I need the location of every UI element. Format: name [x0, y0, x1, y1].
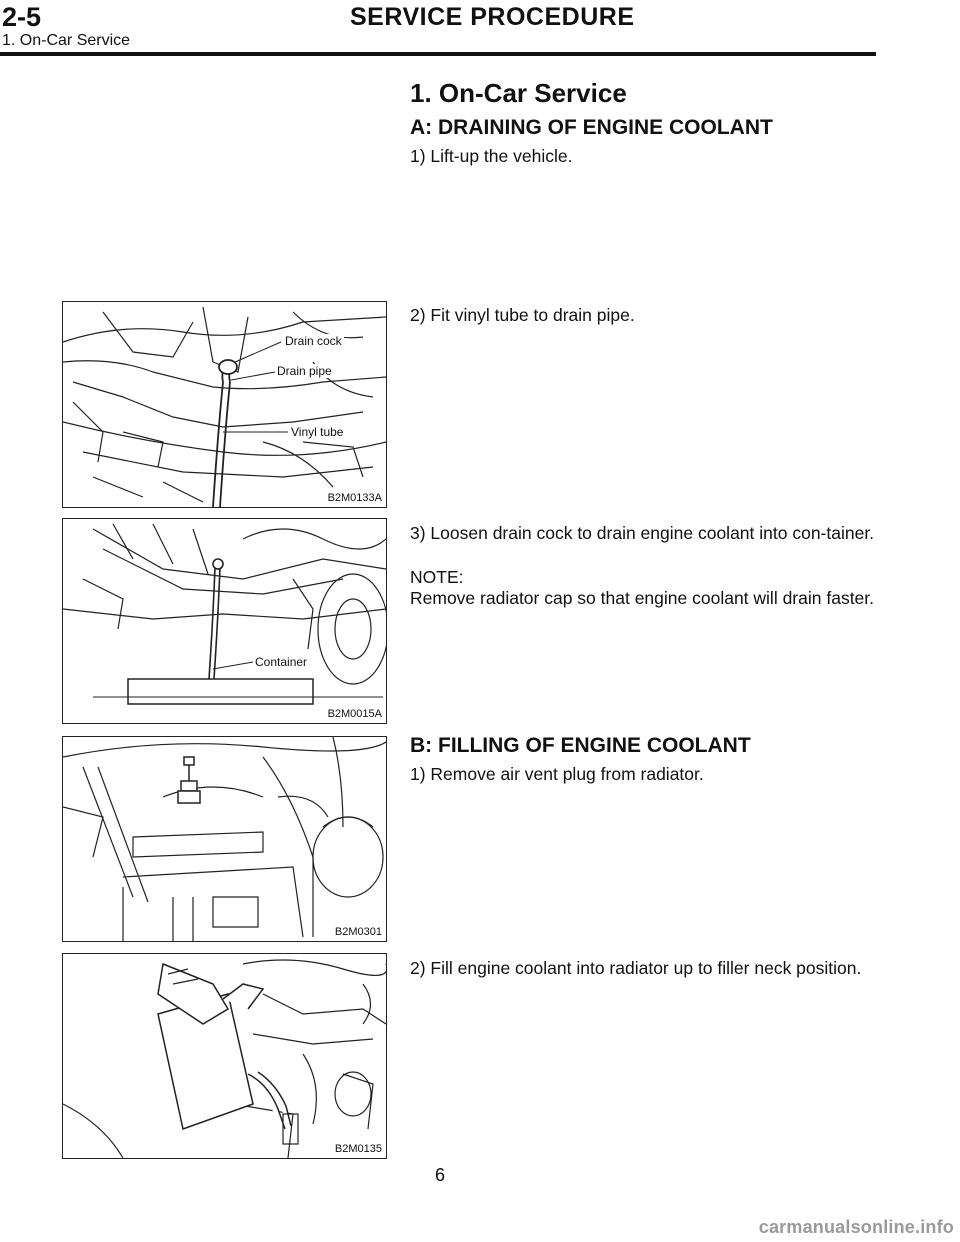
label-drain-cock: Drain cock: [285, 334, 342, 348]
section-title: SERVICE PROCEDURE: [350, 3, 635, 31]
page-title: 1. On-Car Service: [410, 78, 627, 108]
section-a-step-2: 2) Fit vinyl tube to drain pipe.: [410, 305, 635, 325]
section-a-heading: A: DRAINING OF ENGINE COOLANT: [410, 116, 773, 139]
note-label: NOTE:: [410, 567, 464, 587]
drain-pipe-illustration: [63, 302, 386, 507]
container-illustration: [63, 519, 386, 723]
section-b-step-1: 1) Remove air vent plug from radiator.: [410, 764, 704, 784]
label-drain-pipe: Drain pipe: [277, 364, 332, 378]
figure-id-3: B2M0301: [334, 926, 382, 938]
section-code: 2-5: [2, 2, 42, 32]
page-number: 6: [434, 1165, 445, 1185]
watermark: carmanualsonline.info: [758, 1217, 954, 1237]
figure-fill-coolant: [62, 953, 387, 1159]
figure-id-4: B2M0135: [334, 1143, 382, 1155]
section-b-step-2: 2) Fill engine coolant into radiator up to filler neck position.: [410, 958, 862, 978]
figure-id-1: B2M0133A: [327, 492, 382, 504]
note-text: Remove radiator cap so that engine coolant will drain faster.: [410, 588, 875, 608]
header-divider: [0, 52, 876, 56]
figure-air-vent-plug: [62, 736, 387, 942]
filling-illustration: [63, 954, 386, 1158]
figure-drain-pipe: [62, 301, 387, 508]
subsection-label: 1. On-Car Service: [2, 32, 131, 49]
section-a-step-3: 3) Loosen drain cock to drain engine coolant into con-tainer.: [410, 523, 875, 543]
label-container: Container: [255, 655, 308, 669]
label-vinyl-tube: Vinyl tube: [291, 425, 344, 439]
figure-container: [62, 518, 387, 724]
radiator-illustration: [63, 737, 386, 941]
section-b-heading: B: FILLING OF ENGINE COOLANT: [410, 734, 751, 757]
figure-id-2: B2M0015A: [327, 708, 382, 720]
section-a-step-1: 1) Lift-up the vehicle.: [410, 146, 573, 166]
